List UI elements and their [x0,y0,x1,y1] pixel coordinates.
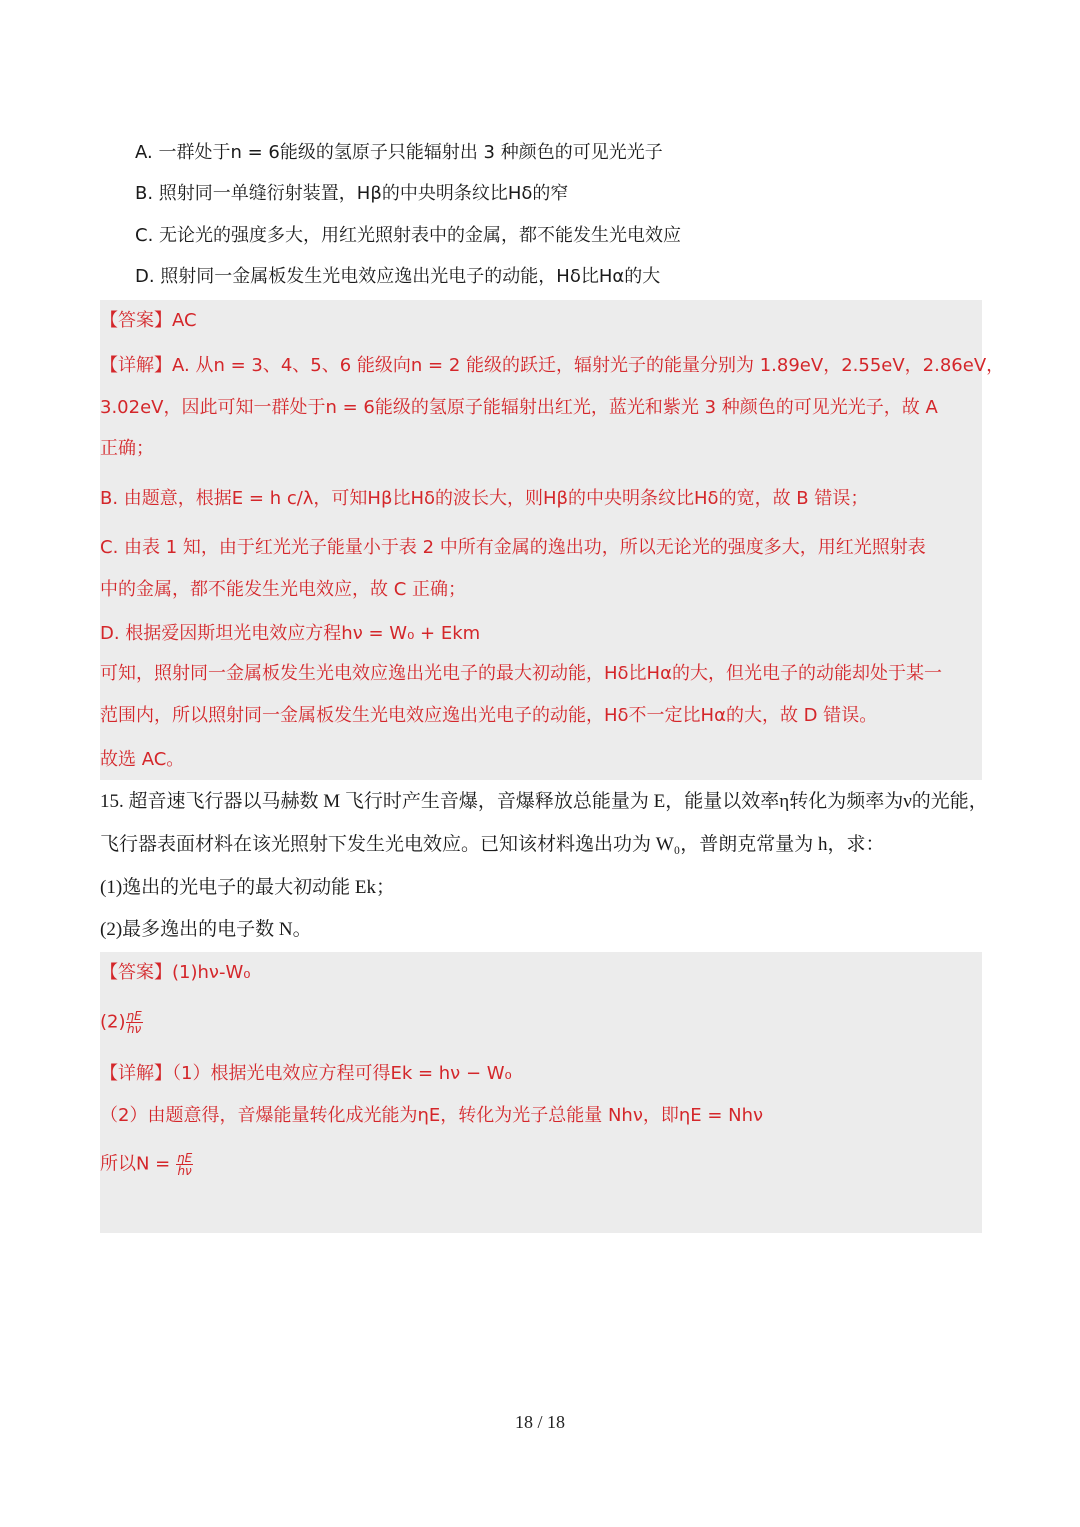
option-b: B. 照射同一单缝衍射装置，Hβ的中央明条纹比Hδ的窄 [135,183,569,204]
fraction [176,1152,193,1177]
q15-detail-line-3 [100,1152,193,1177]
fraction-denominator: hν [177,1164,192,1178]
q15-answer-2-prefix: (2) [100,1011,126,1033]
q14-detail-d-3: 范围内，所以照射同一金属板发生光电效应逸出光电子的动能，Hδ不一定比Hα的大，故 D 错误。 [100,705,878,726]
q14-detail-line-2: 3.02eV，因此可知一群处于n = 6能级的氢原子能辐射出红光，蓝光和紫光 3 种颜色的可见光光子，故 A [100,397,938,418]
q14-detail-d-2: 可知，照射同一金属板发生光电效应逸出光电子的最大初动能，Hδ比Hα的大，但光电子的动能却处于某一 [100,663,942,684]
q15-detail-3-prefix: 所以N = [100,1153,171,1175]
q14-detail-line-1: 【详解】A. 从n = 3、4、5、6 能级向n = 2 能级的跃迁，辐射光子的能量分别为 1.89eV，2.55eV，2.86eV， [100,355,1005,376]
option-c: C. 无论光的强度多大，用红光照射表中的金属，都不能发生光电效应 [135,225,682,246]
q15-stem-line-2: 飞行器表面材料在该光照射下发生光电效应。已知该材料逸出功为 W₀，普朗克常量为 h，求： [100,834,885,855]
fraction-numerator: ηE [177,1151,193,1165]
fraction [126,1010,143,1035]
option-a: A. 一群处于n = 6能级的氢原子只能辐射出 3 种颜色的可见光光子 [135,142,663,163]
q15-detail-line-2: （2）由题意得，音爆能量转化成光能为ηE，转化为光子总能量 Nhν，即ηE = Nhν [100,1105,764,1126]
option-d: D. 照射同一金属板发生光电效应逸出光电子的动能，Hδ比Hα的大 [135,266,661,287]
fraction-numerator: ηE [126,1009,142,1023]
q15-answer-1: 【答案】(1)hν-W₀ [100,962,251,983]
q15-detail-line-1: 【详解】（1）根据光电效应方程可得Ek = hν − W₀ [100,1063,512,1084]
q14-conclusion: 故选 AC。 [100,749,185,770]
fraction-denominator: hν [126,1022,142,1036]
q15-stem-line-1: 15. 超音速飞行器以马赫数 M 飞行时产生音爆，音爆释放总能量为 E，能量以效率η转化为频率为ν的光能， [100,791,988,812]
q15-answer-2 [100,1010,143,1035]
page-number: 18 / 18 [514,1412,565,1432]
q14-detail-b: B. 由题意，根据E = h c/λ，可知Hβ比Hδ的波长大，则Hβ的中央明条纹比Hδ的宽，故 B 错误； [100,488,869,509]
answer-box-q15 [100,952,982,1233]
q15-sub-question-1: (1)逸出的光电子的最大初动能 Ek； [100,877,396,898]
q14-detail-line-3: 正确； [100,438,154,459]
q14-answer: 【答案】AC [100,310,197,331]
q14-detail-c-1: C. 由表 1 知，由于红光光子能量小于表 2 中所有金属的逸出功，所以无论光的强度多大，用红光照射表 [100,537,926,558]
q15-sub-question-2: (2)最多逸出的电子数 N。 [100,919,312,940]
q14-detail-c-2: 中的金属，都不能发生光电效应，故 C 正确； [100,579,467,600]
q14-detail-d-1: D. 根据爱因斯坦光电效应方程hν = W₀ + Ekm [100,623,481,644]
